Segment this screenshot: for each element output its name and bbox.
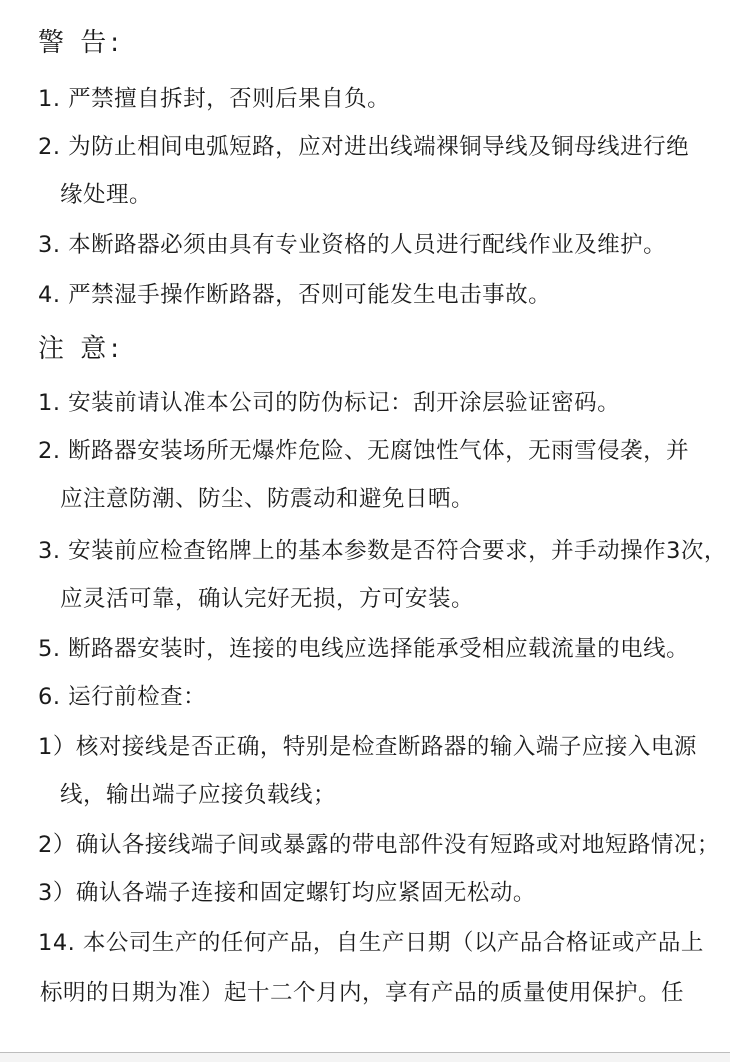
notice-item-2-continued: 应注意防潮、防尘、防震动和避免日晒。 — [60, 486, 475, 512]
warning-item-3: 3. 本断路器必须由具有专业资格的人员进行配线作业及维护。 — [38, 232, 667, 258]
notice-heading: 注 意: — [38, 334, 124, 364]
notice-subitem-2: 2）确认各接线端子间或暴露的带电部件没有短路或对地短路情况； — [38, 832, 720, 858]
warning-item-2: 2. 为防止相间电弧短路，应对进出线端裸铜导线及铜母线进行绝 — [38, 134, 690, 160]
notice-subitem-1: 1）核对接线是否正确，特别是检查断路器的输入端子应接入电源 — [38, 734, 697, 760]
warning-item-2-continued: 缘处理。 — [60, 182, 153, 208]
notice-subitem-3: 3）确认各端子连接和固定螺钉均应紧固无松动。 — [38, 880, 536, 906]
notice-subitem-1-continued: 线，输出端子应接负载线； — [60, 782, 337, 808]
notice-item-3: 3. 安装前应检查铭牌上的基本参数是否符合要求，并手动操作3次， — [38, 538, 727, 564]
notice-item-6: 6. 运行前检查： — [38, 684, 207, 710]
notice-item-1: 1. 安装前请认准本公司的防伪标记：刮开涂层验证密码。 — [38, 390, 621, 416]
notice-item-2: 2. 断路器安装场所无爆炸危险、无腐蚀性气体，无雨雪侵袭，并 — [38, 438, 690, 464]
warning-item-4: 4. 严禁湿手操作断路器，否则可能发生电击事故。 — [38, 282, 552, 308]
page-bottom-divider — [0, 1052, 730, 1062]
notice-item-14: 14. 本公司生产的任何产品，自生产日期（以产品合格证或产品上 — [38, 930, 704, 956]
notice-item-14-continued: 标明的日期为准）起十二个月内，享有产品的质量使用保护。任 — [40, 980, 685, 1006]
notice-item-5: 5. 断路器安装时，连接的电线应选择能承受相应载流量的电线。 — [38, 636, 690, 662]
notice-item-3-continued: 应灵活可靠，确认完好无损，方可安装。 — [60, 586, 475, 612]
warning-item-1: 1. 严禁擅自拆封，否则后果自负。 — [38, 86, 391, 112]
warning-heading: 警 告: — [38, 28, 124, 58]
